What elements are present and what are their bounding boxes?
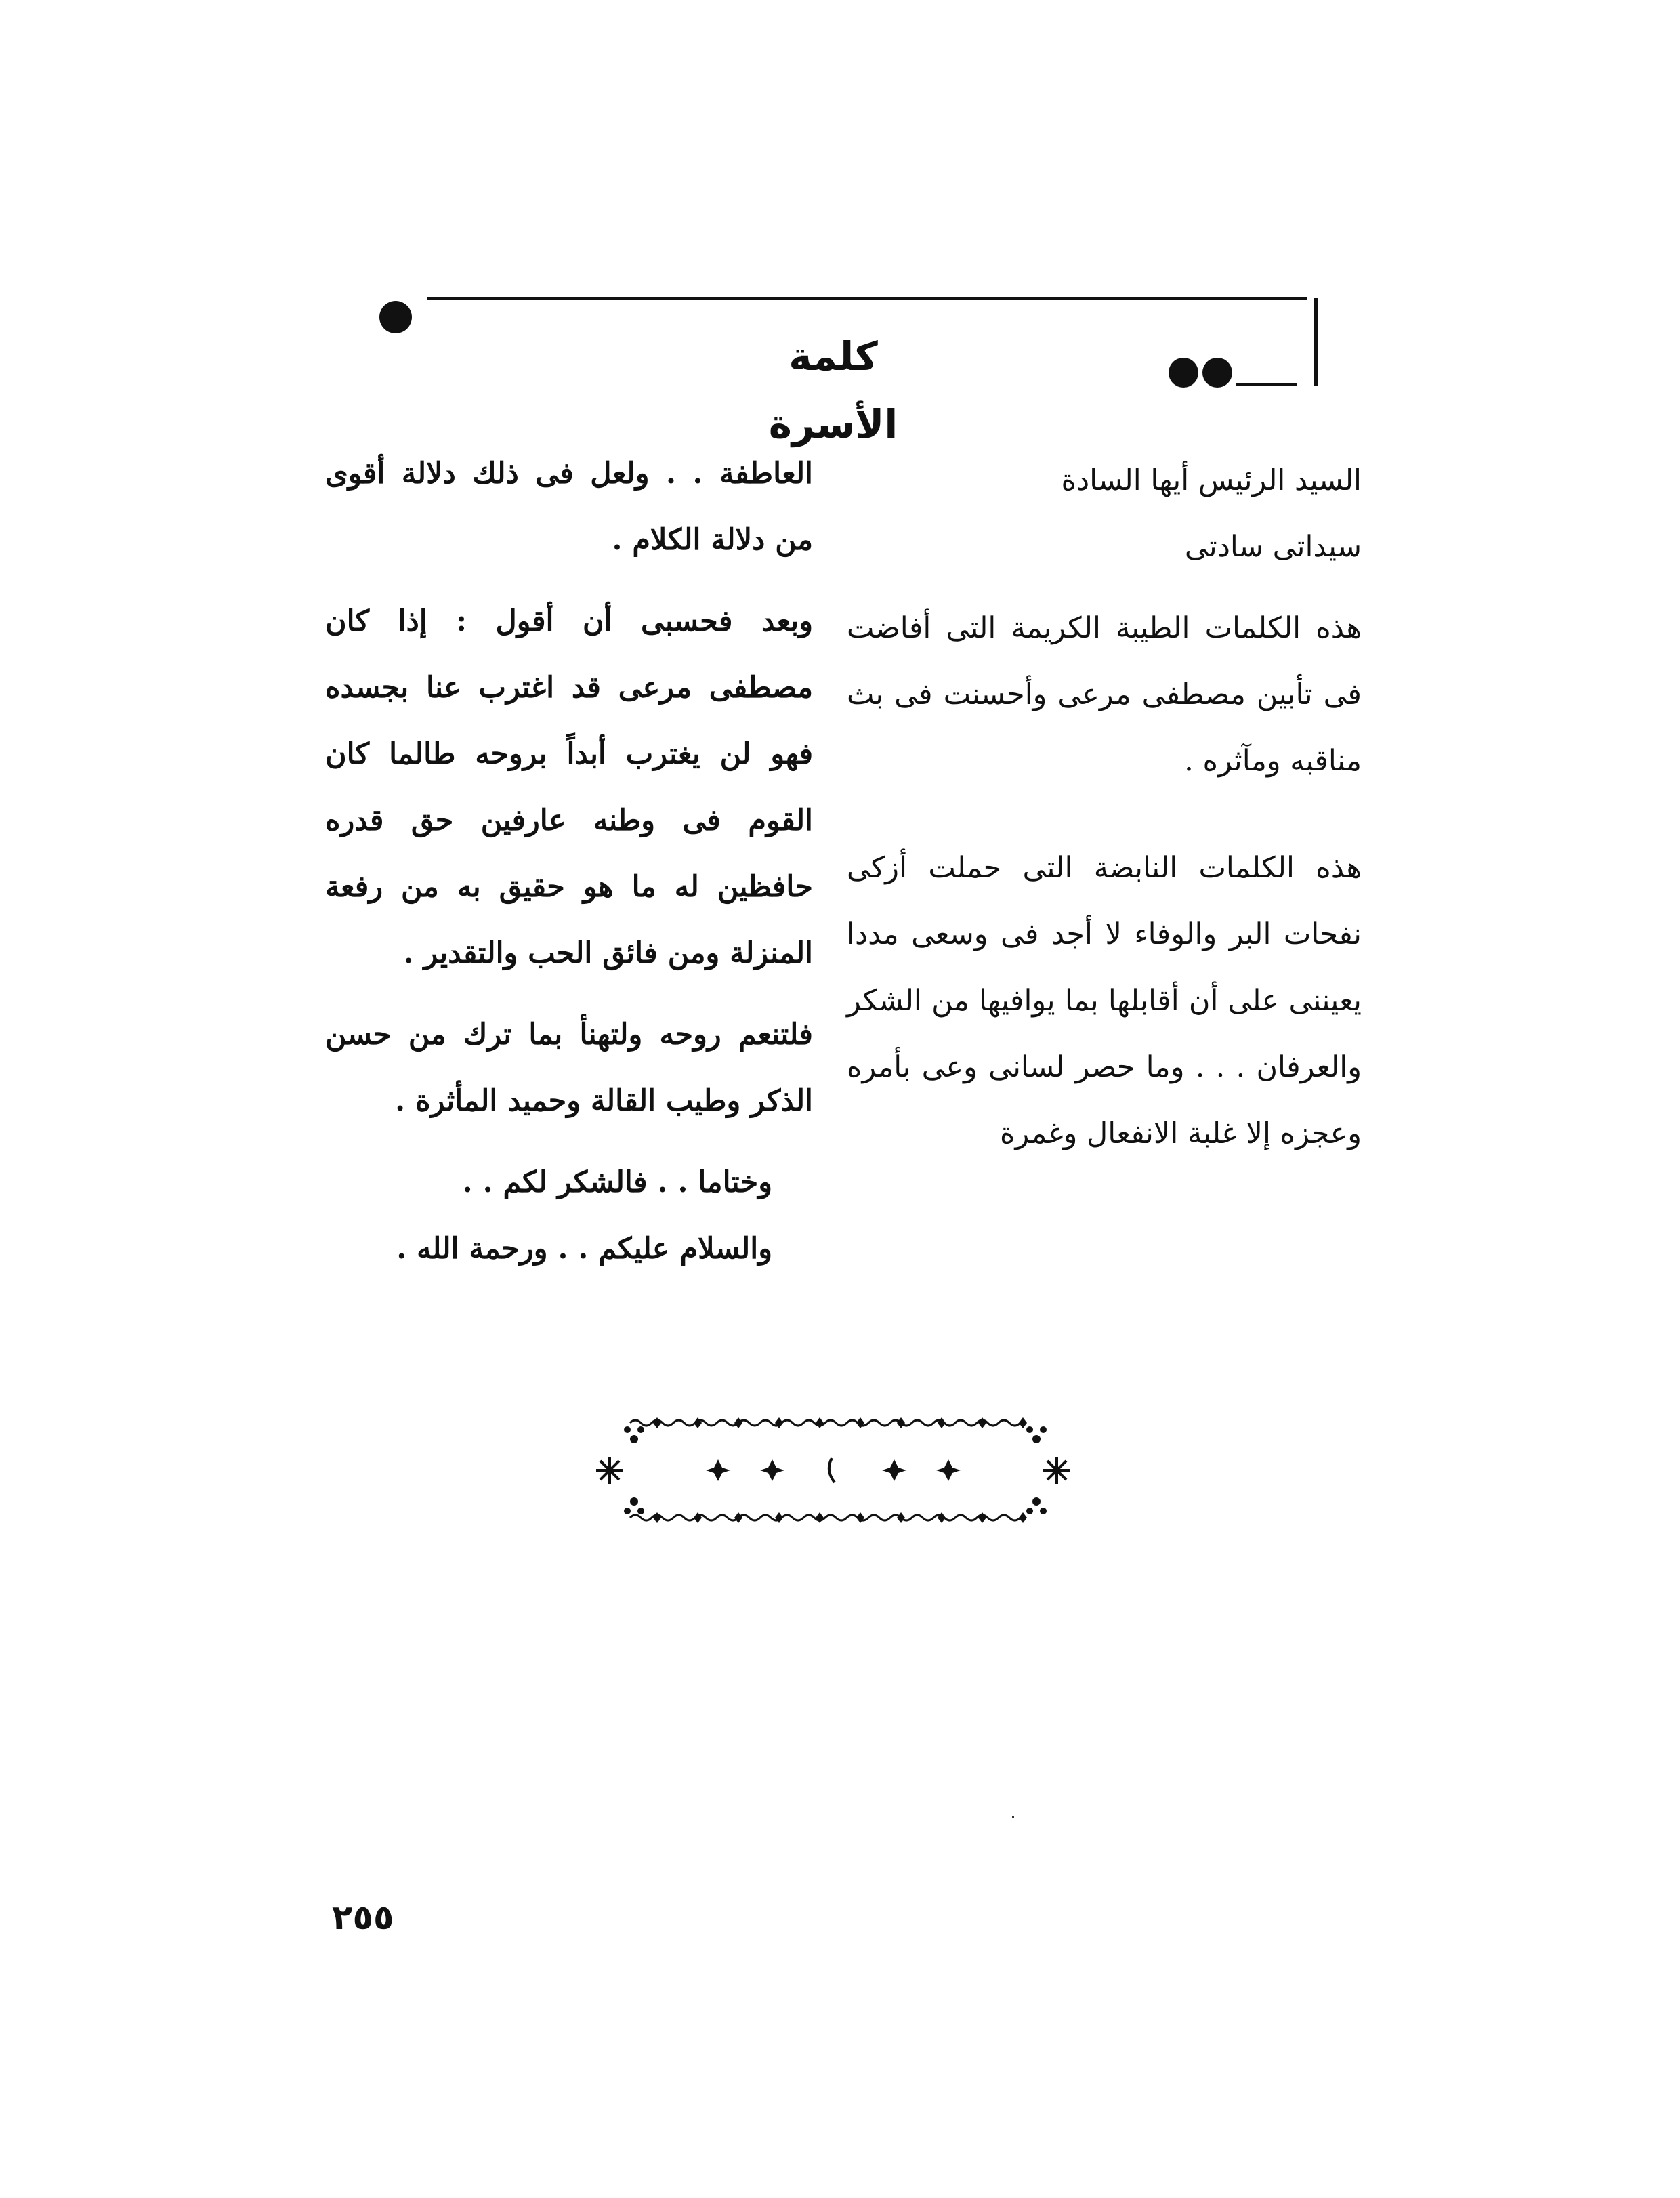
left-column xyxy=(325,440,813,1282)
decorative-star-border-icon xyxy=(589,1409,1077,1531)
salutation-line: سيداتى سادتى xyxy=(1184,530,1362,564)
header-bullet-left xyxy=(379,301,412,333)
paragraph: فلتنعم روحه ولتهنأ بما ترك من حسن الذكر وطيب القالة وحميد المأثرة . xyxy=(325,1018,813,1118)
paragraph: العاطفة . . ولعل فى ذلك دلالة أقوى من دلالة الكلام . xyxy=(325,457,813,557)
ornament-bottom-row xyxy=(630,1515,1020,1520)
header-bullets-right xyxy=(1169,352,1297,388)
header-tail-rule xyxy=(1236,383,1297,386)
ornament-middle-stars xyxy=(706,1459,961,1481)
salutation-line: السيد الرئيس أيها السادة xyxy=(1061,463,1362,497)
paragraph: هذه الكلمات النابضة التى حملت أزكى نفحات البر والوفاء لا أجد فى وسعى مددا يعيننى على أن أقابلها بما يوافيها من الشكر والعرفان . . . وما حصر لسانى وعى بأمره وعجزه إلا غلبة الانفعال وغمرة xyxy=(847,851,1362,1150)
header-bullet xyxy=(1202,358,1232,388)
ornament-center-mark xyxy=(829,1458,835,1482)
page-number: ٢٥٥ xyxy=(332,1898,394,1937)
header-vertical-bar xyxy=(1314,298,1318,386)
paragraph: هذه الكلمات الطيبة الكريمة التى أفاضت فى تأبين مصطفى مرعى وأحسنت فى بث مناقبه ومآثره . xyxy=(847,611,1362,778)
paragraph: وبعد فحسبى أن أقول : إذا كان مصطفى مرعى قد اغترب عنا بجسده فهو لن يغترب أبداً بروحه طالما كان القوم فى وطنه عارفين حق قدره حافظين له ما هو حقيق به من رفعة المنزلة ومن فائق الحب والتقدير . xyxy=(325,604,813,970)
closing-line: وختاما . . فالشكر لكم . . xyxy=(462,1165,772,1199)
header-rule xyxy=(427,297,1307,300)
ornament-diamonds xyxy=(624,1417,1047,1523)
header-bullet xyxy=(1169,358,1198,388)
closing-line: والسلام عليكم . . ورحمة الله . xyxy=(396,1232,772,1266)
right-column xyxy=(847,447,1362,1167)
print-speck xyxy=(1012,1816,1014,1818)
ornament-top-row xyxy=(630,1420,1020,1426)
section-title: كلمة الأسرة xyxy=(768,333,898,447)
